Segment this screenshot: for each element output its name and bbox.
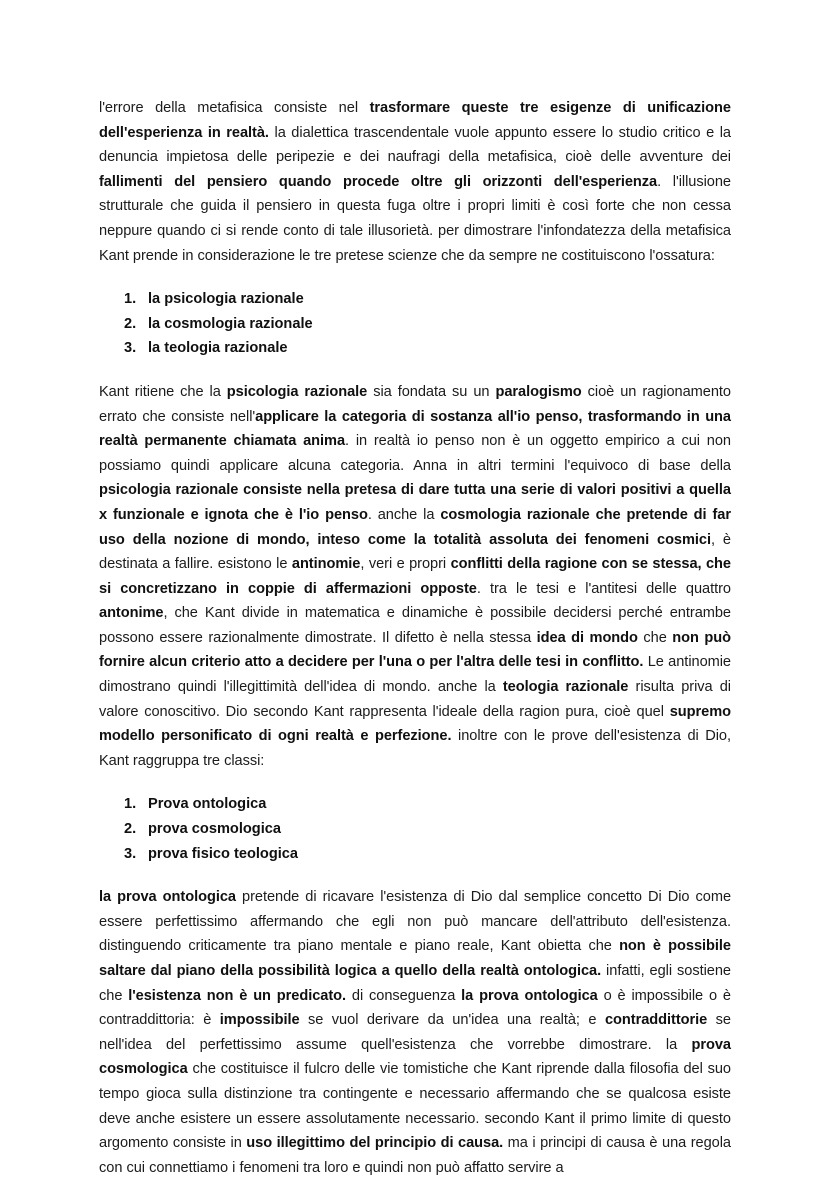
emphasis-run: impossibile [219,1012,300,1029]
emphasis-run: non è possibile saltare dal piano della possibilità logica a quello della realtà ontologica. [99,938,731,979]
text-run: che costituisce il fulcro delle vie tomistiche che Kant riprende dalla filosofia del suo tempo gioca sulla distinzione tra contingente e necessario affermando che se qualcosa esiste deve anche esistere un essere assolutamente necessario. secondo Kant il primo limite di questo argomento consiste in [99,1061,731,1152]
emphasis-run: antonime [99,605,164,622]
emphasis-run: teologia razionale [502,679,629,696]
text-run: ma i principi di causa è una regola con cui connettiamo i fenomeni tra loro e quindi non può affatto servire a [99,1135,731,1176]
emphasis-run: prova cosmologica [99,1036,731,1078]
emphasis-run: cosmologia razionale che pretende di far uso della nozione di mondo, inteso come la totalità assoluta dei fenomeni cosmici [99,506,731,548]
list-item: Prova ontologica [148,796,267,813]
text-run: cioè un ragionamento errato che consiste nell' [99,383,731,425]
emphasis-run: contraddittorie [604,1012,708,1029]
text-run: . tra le tesi e l'antitesi delle quattro [476,580,731,597]
emphasis-run: psicologia razionale [226,383,368,400]
text-run: infatti, egli sostiene che [99,963,731,1004]
emphasis-run: idea di mondo [536,629,638,646]
paragraph-paralogismo-antinomie [99,380,731,774]
text-run: o è impossibile o è contraddittoria: è [99,987,731,1029]
emphasis-run: la prova ontologica [99,889,236,906]
list-item: la psicologia razionale [148,291,304,308]
list-item: prova cosmologica [148,821,282,838]
text-run: , è destinata a fallire. esistono le [99,531,731,573]
list-item: la cosmologia razionale [148,315,313,332]
text-run: risulta priva di valore conoscitivo. Dio secondo Kant rappresenta l'ideale della ragion pura, cioè quel [99,679,731,720]
emphasis-run: fallimenti del pensiero quando procede oltre gli orizzonti dell'esperienza [99,173,658,190]
list-prove-esistenza-dio [99,792,731,866]
text-run: . anche la [367,506,441,523]
list-item: la teologia razionale [148,340,288,357]
text-run: Le antinomie dimostrano quindi l'illegittimità dell'idea di mondo. anche la [99,654,732,696]
document-body [99,96,731,1180]
list-item: prova fisico teologica [148,845,299,862]
emphasis-run: supremo modello personificato di ogni realtà e perfezione. [99,703,731,745]
text-run: . l'illusione strutturale che guida il pensiero in questa fuga oltre i propri limiti è così forte che non cessa neppure quando ci si rende conto di tale illusorietà. per dimostrare l'infondatezza della metafisica Kant prende in considerazione le tre pretese scienze che da sempre ne costituiscono l'ossatura: [99,173,731,264]
emphasis-run: trasformare queste tre esigenze di unificazione dell'esperienza in realtà. [99,100,731,141]
text-run: . in realtà io penso non è un oggetto empirico a cui non possiamo quindi applicare alcuna categoria. Anna in altri termini l'equivoco di base della [99,433,731,474]
text-run: sia fondata su un [367,383,496,400]
emphasis-run: applicare la categoria di sostanza all'io penso, trasformando in una realtà permanente chiamata anima [99,408,731,450]
emphasis-run: l'esistenza non è un predicato. [128,987,347,1004]
text-run: Kant ritiene che la [99,383,227,400]
text-run: , veri e propri [360,556,451,573]
paragraph-prova-ontologica-cosmologica [99,885,731,1180]
text-run: se nell'idea del perfettissimo assume quell'esistenza che vorrebbe dimostrare. la [99,1012,731,1053]
emphasis-run: conflitti della ragione con se stessa, che si concretizzano in coppie di affermazioni opposte [99,556,731,597]
emphasis-run: paralogismo [495,383,582,400]
text-run: inoltre con le prove dell'esistenza di Dio, Kant raggruppa tre classi: [99,728,731,769]
emphasis-run: psicologia razionale consiste nella pretesa di dare tutta una serie di valori positivi a quella x funzionale e ignota che è l'io penso [99,482,731,523]
emphasis-run: la prova ontologica [461,987,598,1004]
text-run: la dialettica trascendentale vuole appunto essere lo studio critico e la denuncia impietosa delle peripezie e dei naufragi della metafisica, cioè delle avventure dei [99,124,731,166]
emphasis-run: non può fornire alcun criterio atto a decidere per l'una o per l'altra delle tesi in conflitto. [99,629,731,671]
emphasis-run: uso illegittimo del principio di causa. [246,1135,504,1152]
text-run: l'errore della metafisica consiste nel [99,100,370,116]
text-run: se vuol derivare da un'idea una realtà; e [299,1012,605,1029]
emphasis-run: antinomie [291,556,361,573]
paragraph-errore-metafisica [99,96,731,268]
text-run: pretende di ricavare l'esistenza di Dio dal semplice concetto Di Dio come essere perfettissimo affermando che egli non può mancare dell'attributo dell'esistenza. distinguendo criticamente tra piano mentale e piano reale, Kant obietta che [99,889,732,955]
text-run: , che Kant divide in matematica e dinamiche è possibile decidersi perché entrambe possono essere razionalmente dimostrate. Il difetto è nella stessa [99,605,731,646]
text-run: che [637,629,673,646]
list-tre-scienze [99,287,731,361]
text-run: di conseguenza [346,987,462,1004]
